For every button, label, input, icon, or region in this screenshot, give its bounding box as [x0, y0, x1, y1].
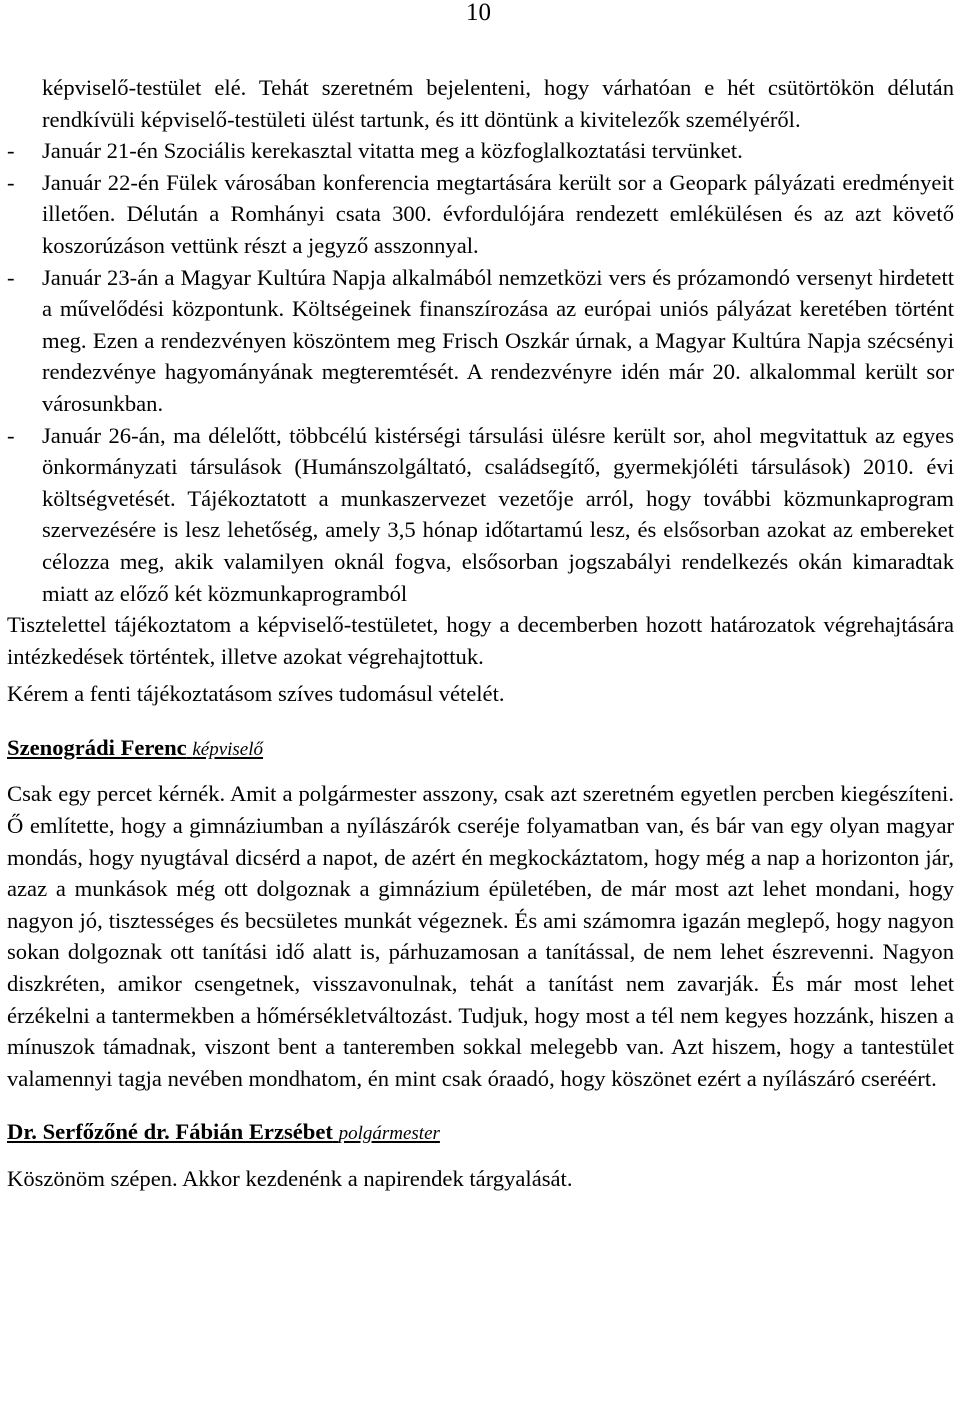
- speaker-role: polgármester: [338, 1123, 440, 1145]
- bullet-item-jan22: [7, 167, 954, 262]
- speaker-name: Szenográdi Ferenc: [7, 734, 187, 760]
- closing-paragraph: Tisztelettel tájékoztatom a képviselő-testületet, hogy a decemberben hozott határozatok végrehajtására intézkedések történtek, illetve azokat végrehajtottuk.: [7, 612, 954, 669]
- intro-paragraph: képviselő-testület elé. Tehát szeretném bejelenteni, hogy várhatóan e hét csütörtökön délután rendkívüli képviselő-testületi ülést tartunk, és itt döntünk a kivitelezők személyéről.: [42, 75, 954, 132]
- speaker-heading-mayor: [7, 1116, 954, 1150]
- bullet-text: Január 22-én Fülek városában konferencia megtartására került sor a Geopark pályázati eredményeit illetően. Délután a Romhányi csata 300. évfordulójára rendezett emlékülésen és az azt követő koszorúzáson vettünk részt a jegyző asszonnyal.: [42, 169, 954, 258]
- bullet-text: Január 21-én Szociális kerekasztal vitatta meg a közfoglalkoztatási tervünket.: [42, 138, 743, 164]
- bullet-dash: -: [7, 169, 15, 195]
- bullet-item-jan21: [7, 135, 954, 167]
- speaker-role: képviselő: [192, 738, 264, 760]
- speaker-name: Dr. Serfőzőné dr. Fábián Erzsébet: [7, 1119, 333, 1145]
- bullet-dash: -: [7, 138, 15, 164]
- bullet-text: Január 23-án a Magyar Kultúra Napja alkalmából nemzetközi vers és prózamondó versenyt hirdetett a művelődési központunk. Költségeinek finanszírozása az európai uniós pályázat keretében történt meg. Ezen a rendezvényen köszöntem meg Frisch Oszkár úrnak, a Magyar Kultúra Napja szécsényi rendezvénye hagyományának megteremtését. A rendezvényre idén már 20. alkalommal került sor városunkban.: [42, 264, 954, 416]
- page-number: 10: [466, 0, 491, 26]
- bullet-item-jan23: [7, 262, 954, 420]
- speaker-heading-szenogradi: [7, 732, 954, 766]
- bullet-dash: -: [7, 422, 15, 448]
- closing-request: Kérem a fenti tájékoztatásom szíves tudomásul vételét.: [7, 681, 505, 707]
- bullet-item-jan26: [7, 420, 954, 610]
- bullet-text: Január 26-án, ma délelőtt, többcélú kistérségi társulási ülésre került sor, ahol megvitattuk az egyes önkormányzati társulások (Humánszolgáltató, családsegítő, gyermekjóléti társulások) 2010. évi költségvetését. Tájékoztatott a munkaszervezet vezetője arról, hogy további közmunkaprogram szervezésére is lesz lehetőség, amely 3,5 hónap időtartamú lesz, és elsősorban azokat az embereket célozza meg, akik valamilyen oknál fogva, elsősorban jogszabályi rendelkezés okán kimaradtak miatt az előző két közmunkaprogramból: [42, 422, 954, 606]
- bullet-dash: -: [7, 264, 15, 290]
- speaker-statement-szenogradi: Csak egy percet kérnék. Amit a polgármester asszony, csak azt szeretném egyetlen percben kiegészíteni. Ő említette, hogy a gimnáziumban a nyílászárók cseréje folyamatban van, és bár van egy olyan magyar mondás, hogy nyugtával dicsérd a napot, de azért én megkockáztatom, hogy még a nap a horizonton jár, azaz a munkások még ott dolgoznak a gimnázium épületében, de már most azt lehet mondani, hogy nagyon jó, tisztességes és becsületes munkát végeznek. És ami számomra igazán meglepő, hogy nagyon sokan dolgoznak ott tanítási idő alatt is, párhuzamosan a tanítással, de nem lehet észrevenni. Nagyon diszkréten, amikor csengetnek, visszavonulnak, tehát a tanítást nem zavarják. És már most lehet érzékelni a tantermekben a hőmérsékletváltozást. Tudjuk, hogy most a tél nem kegyes hozzánk, hiszen a mínuszok támadnak, viszont bent a tanteremben sokkal melegebb van. Azt hiszem, hogy a tantestület valamennyi tagja nevében mondhatom, én mint csak óraadó, hogy köszönet ezért a nyílászáró cseréért.: [7, 781, 954, 1091]
- document-body: [7, 72, 954, 1195]
- speaker-statement-mayor: Köszönöm szépen. Akkor kezdenénk a napirendek tárgyalását.: [7, 1166, 573, 1191]
